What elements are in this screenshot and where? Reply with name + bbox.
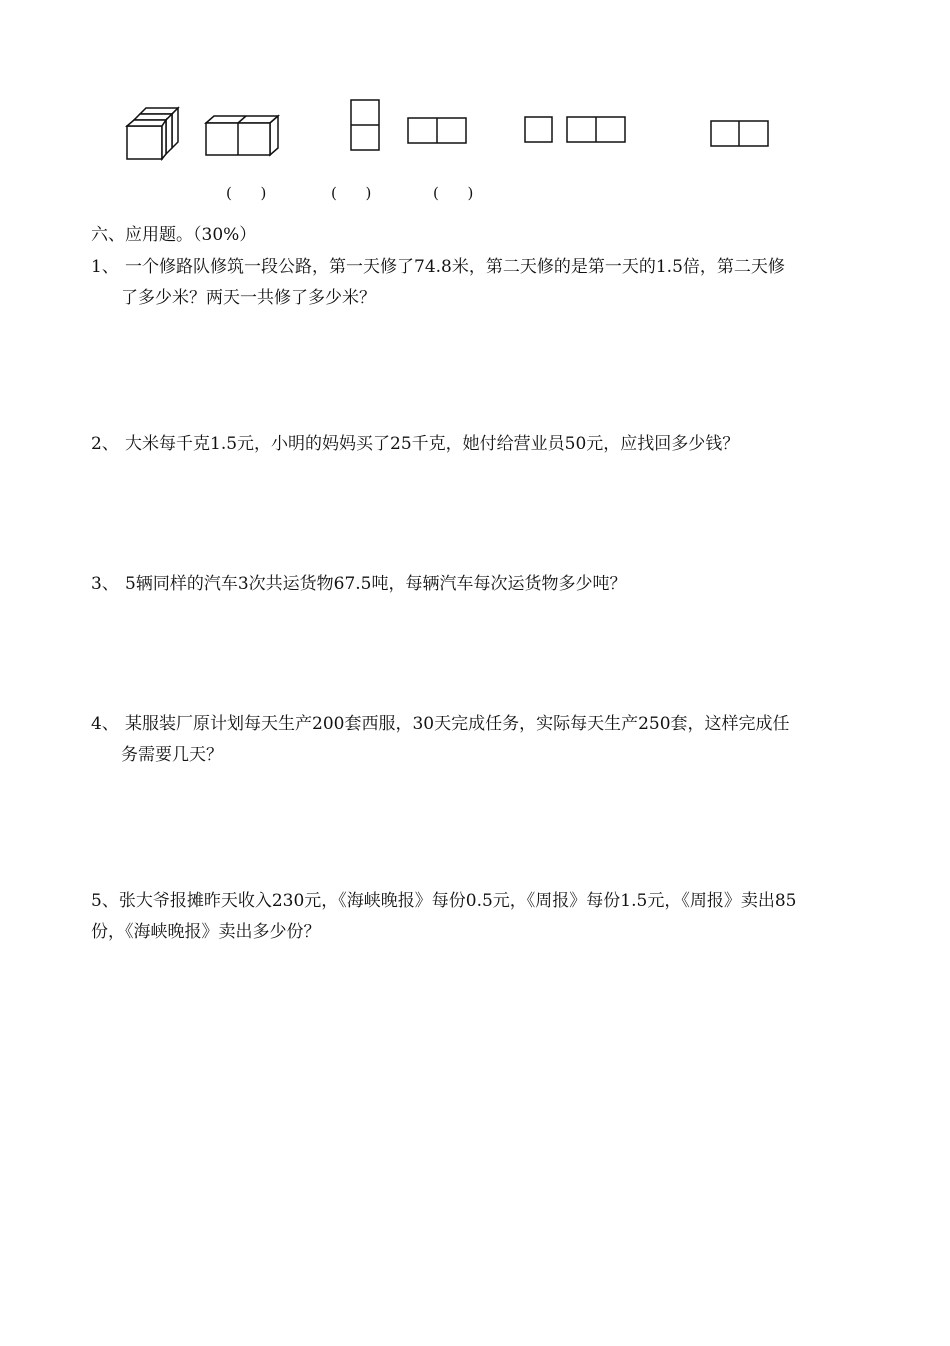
view-vertical-two-squares: [351, 100, 379, 150]
problem-5: [91, 886, 866, 948]
problem-number: 3、: [91, 574, 119, 594]
problem-4: [91, 709, 866, 771]
problem-text: 5辆同样的汽车3次共运货物67.5吨，每辆汽车每次运货物多少吨？: [125, 574, 627, 594]
section-title: 六、应用题。（30%）: [91, 225, 257, 245]
problem-text: 大米每千克1.5元，小明的妈妈买了25千克，她付给营业员50元，应找回多少钱？: [125, 434, 740, 454]
cube-figure-depth: [127, 108, 178, 159]
view-single-square: [525, 117, 552, 142]
problem-text: 某服装厂原计划每天生产200套西服，30天完成任务，实际每天生产250套，这样完成任: [125, 714, 790, 734]
problem-number: 4、: [91, 714, 119, 734]
view-two-squares-c: [711, 121, 768, 146]
problem-text-continued: 份，《海峡晚报》卖出多少份？: [91, 922, 321, 942]
view-horizontal-two-squares: [408, 118, 466, 143]
problem-number: 1、: [91, 257, 119, 277]
cube-figure-row: [206, 116, 278, 155]
view-two-squares-b: [567, 117, 625, 142]
problem-text-continued: 务需要几天？: [121, 745, 223, 765]
problem-1: [91, 252, 866, 314]
cube-figures: [0, 0, 950, 180]
problem-text: 5、张大爷报摊昨天收入230元，《海峡晚报》每份0.5元，《周报》每份1.5元，《周报》卖出85: [91, 891, 797, 911]
answer-blank-3[interactable]: ( ): [433, 184, 474, 202]
problem-3: [91, 569, 866, 600]
problem-number: 2、: [91, 434, 119, 454]
answer-blank-1[interactable]: ( ): [226, 184, 267, 202]
problem-text: 一个修路队修筑一段公路，第一天修了74.8米，第二天修的是第一天的1.5倍，第二天修: [125, 257, 785, 277]
answer-blank-2[interactable]: ( ): [331, 184, 372, 202]
problem-2: [91, 429, 866, 460]
problem-text-continued: 了多少米？两天一共修了多少米？: [121, 288, 376, 308]
